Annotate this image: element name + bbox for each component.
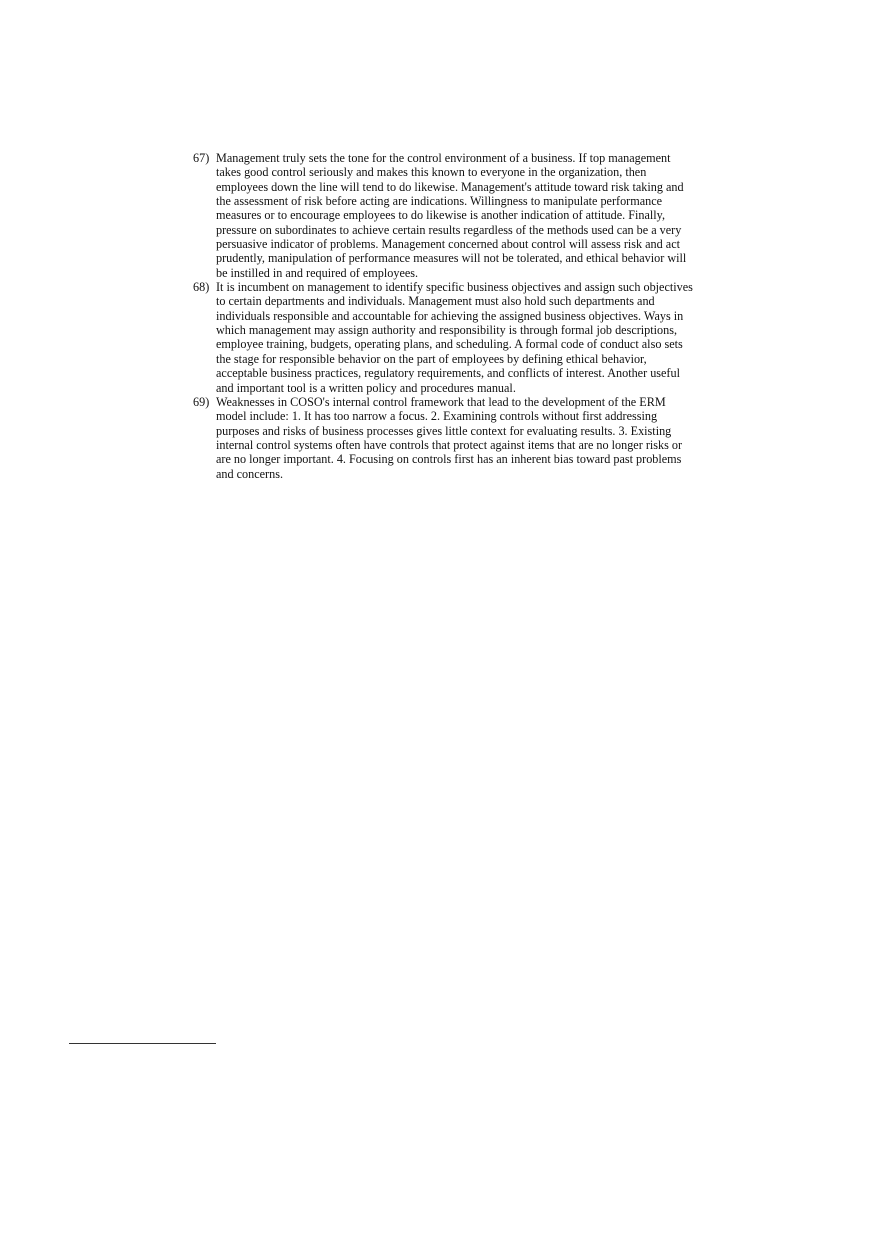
item-text-line: prudently, manipulation of performance measures will not be tolerated, and ethical behavior will bbox=[216, 251, 687, 266]
item-text-line: purposes and risks of business processes gives little context for evaluating results. 3. Existing bbox=[216, 423, 672, 438]
item-text-line: be instilled in and required of employees. bbox=[216, 265, 419, 280]
item-text-line: and concerns. bbox=[216, 466, 284, 481]
item-text-line: to certain departments and individuals. Management must also hold such departments and bbox=[216, 294, 655, 309]
item-text-line: It is incumbent on management to identify specific business objectives and assign such objectives bbox=[216, 280, 693, 295]
item-number: 68) bbox=[193, 280, 210, 295]
item-text-line: pressure on subordinates to achieve certain results regardless of the methods used can be a very bbox=[216, 222, 682, 237]
footnote-divider bbox=[69, 1043, 216, 1044]
item-text-line: the stage for responsible behavior on the part of employees by defining ethical behavior, bbox=[216, 351, 647, 366]
answer-item bbox=[193, 280, 713, 395]
item-text-line: Management truly sets the tone for the control environment of a business. If top management bbox=[216, 151, 671, 165]
item-text-line: acceptable business practices, regulatory requirements, and conflicts of interest. Another useful bbox=[216, 366, 680, 381]
item-number: 67) bbox=[193, 151, 210, 165]
item-text-line: individuals responsible and accountable for achieving the assigned business objectives. Ways in bbox=[216, 308, 684, 323]
item-text-line: internal control systems often have controls that protect against items that are no longer risks or bbox=[216, 437, 683, 452]
item-text-line: Weaknesses in COSO's internal control framework that lead to the development of the ERM bbox=[216, 394, 666, 409]
item-text-line: persuasive indicator of problems. Management concerned about control will assess risk and act bbox=[216, 237, 680, 252]
item-text-line: and important tool is a written policy and procedures manual. bbox=[216, 380, 516, 395]
item-text-line: the assessment of risk before acting are indications. Willingness to manipulate performance bbox=[216, 194, 663, 209]
item-text-line: are no longer important. 4. Focusing on controls first has an inherent bias toward past problems bbox=[216, 452, 682, 467]
item-text-line: model include: 1. It has too narrow a focus. 2. Examining controls without first addressing bbox=[216, 409, 658, 424]
item-text-line: measures or to encourage employees to do likewise is another indication of attitude. Finally, bbox=[216, 208, 666, 223]
item-text-line: employee training, budgets, operating plans, and scheduling. A formal code of conduct also sets bbox=[216, 337, 683, 352]
item-text-line: employees down the line will tend to do likewise. Management's attitude toward risk taking and bbox=[216, 179, 684, 194]
answer-item bbox=[193, 395, 713, 481]
answer-item bbox=[193, 151, 713, 280]
item-text-line: takes good control seriously and makes this known to everyone in the organization, then bbox=[216, 165, 647, 180]
answer-list bbox=[193, 151, 713, 481]
item-text-line: which management may assign authority and responsibility is through formal job descriptions, bbox=[216, 323, 678, 338]
item-number: 69) bbox=[193, 394, 210, 409]
